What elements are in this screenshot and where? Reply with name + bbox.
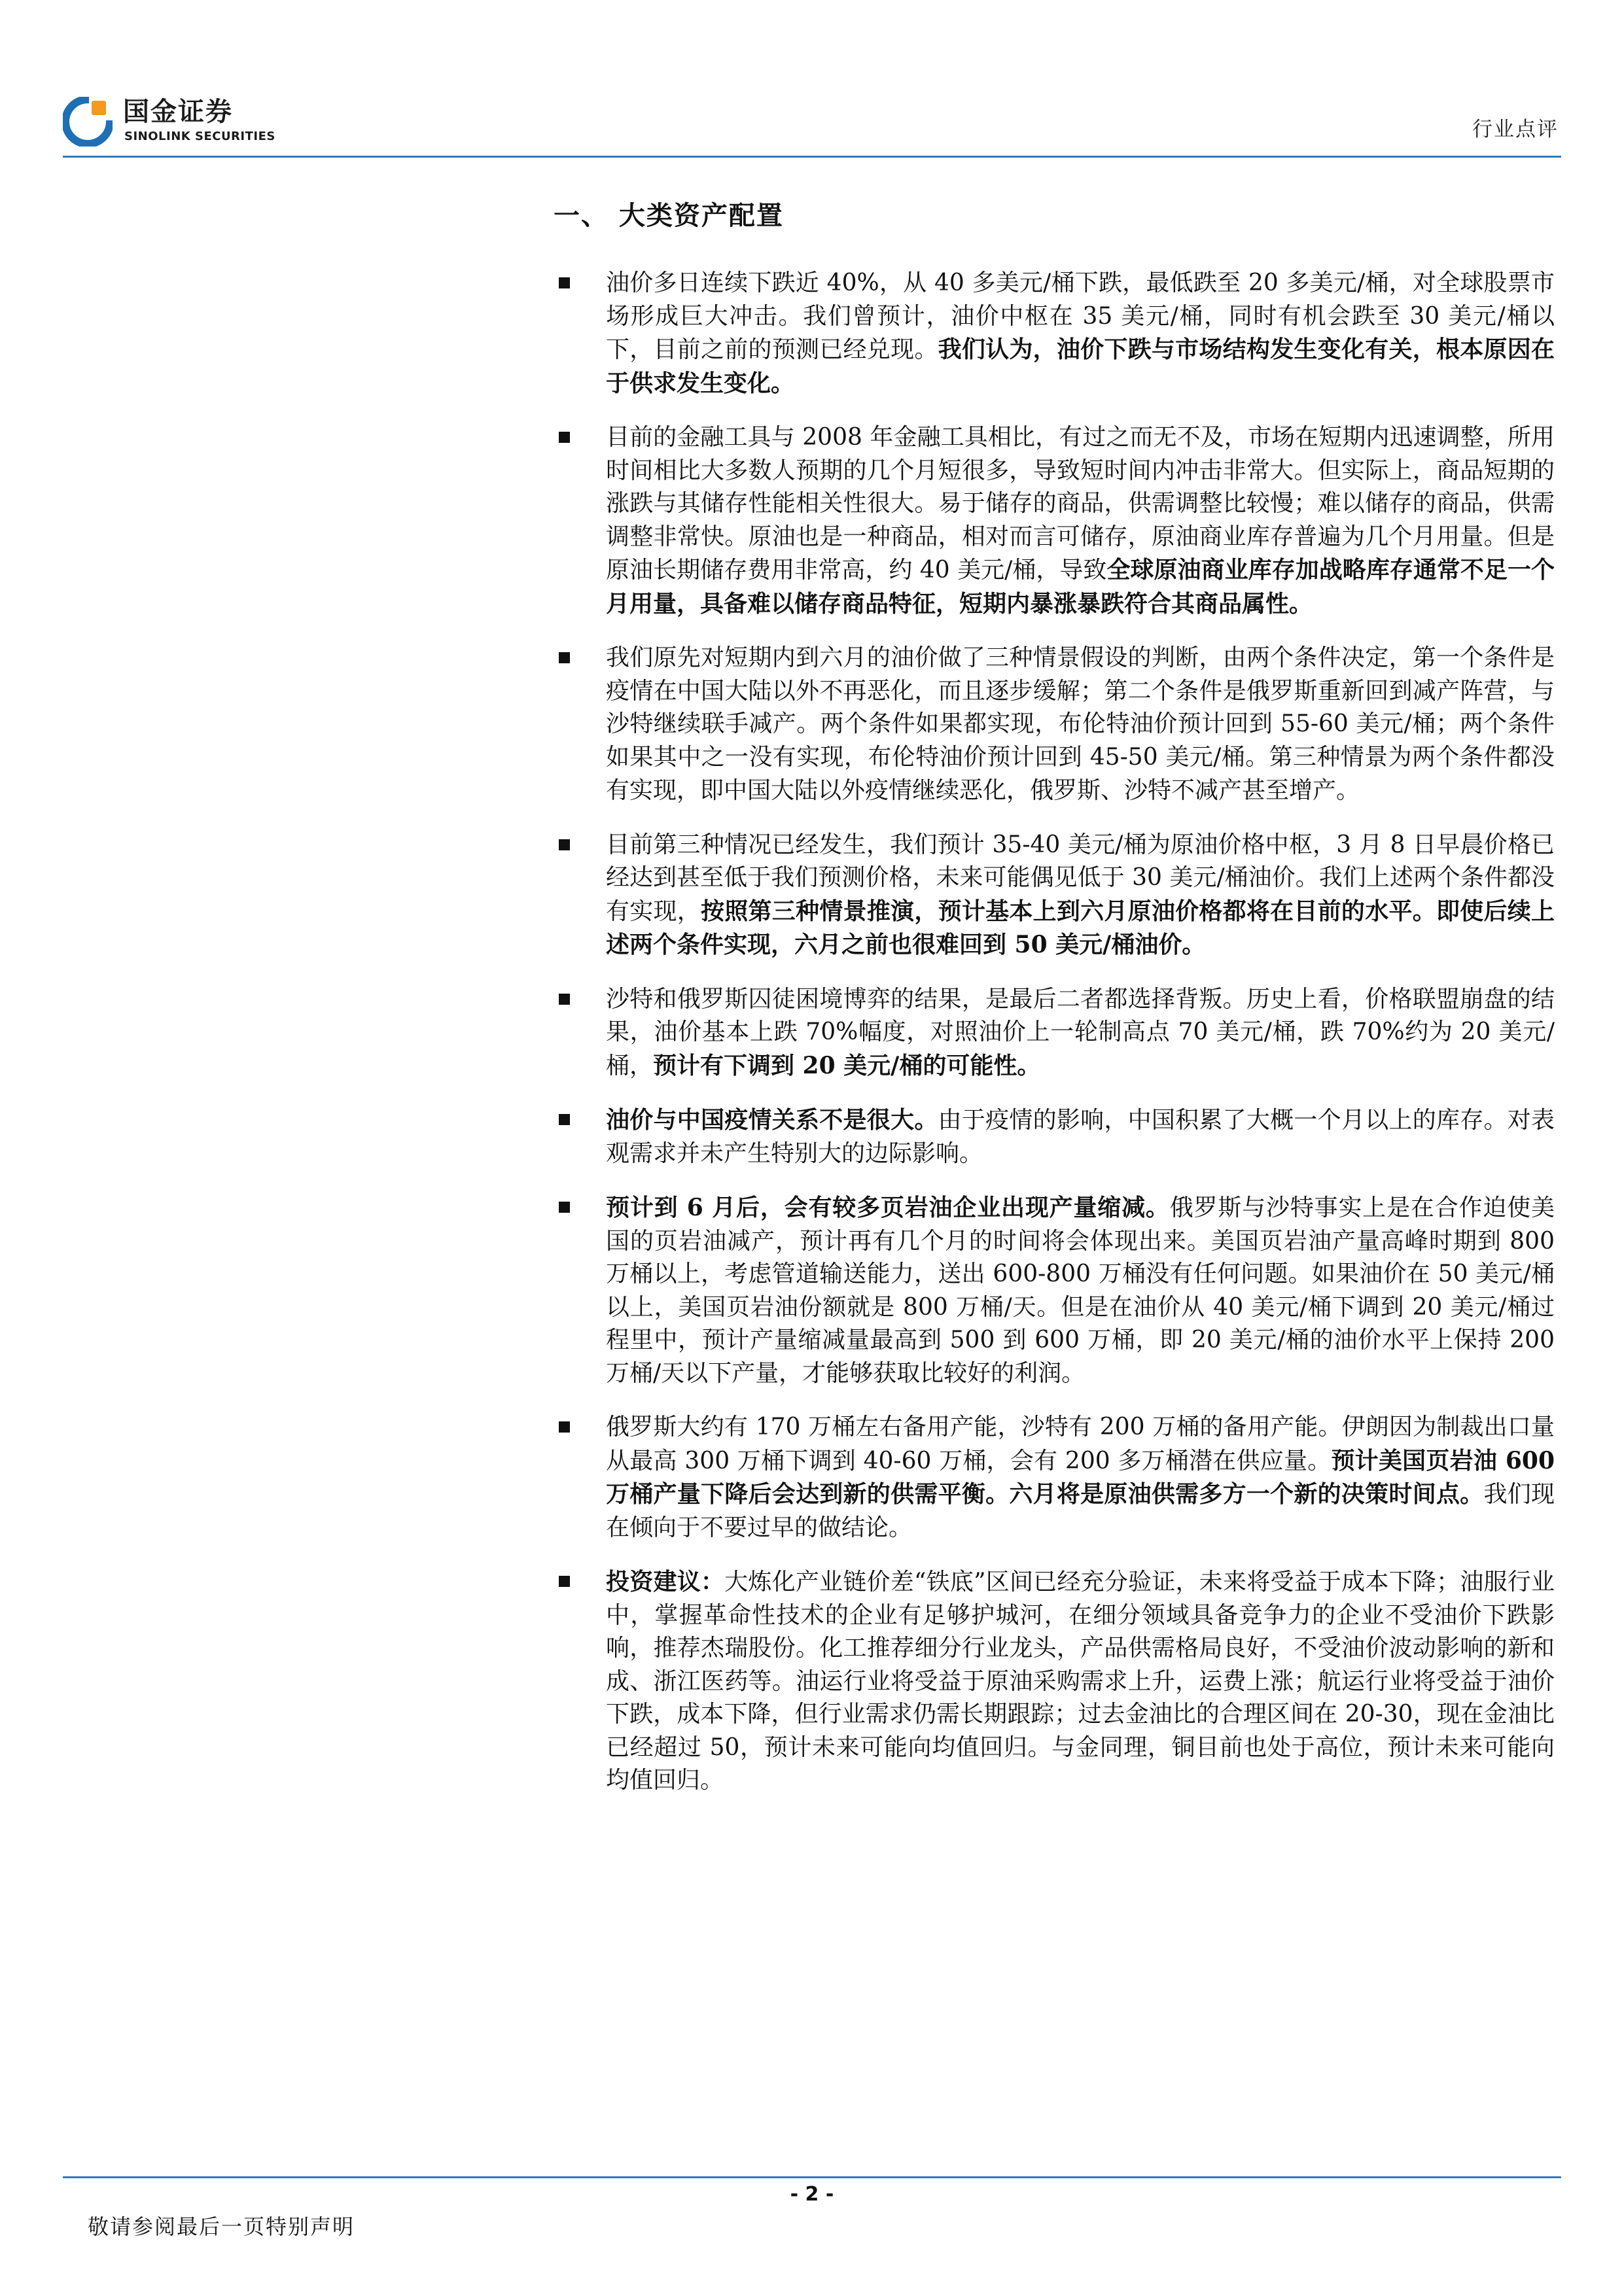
bullet-item-5: 沙特和俄罗斯囚徒困境博弈的结果，是最后二者都选择背叛。历史上看，价格联盟崩盘的结果，油价基本上跌 70%幅度，对照油价上一轮制高点 70 美元/桶，跌 70%约为 20 美元/桶，预计有下调到 20 美元/桶的可能性。 [554,983,1555,1083]
header-rule [63,156,1561,158]
report-body [554,267,1555,1818]
bullet-item-8: 俄罗斯大约有 170 万桶左右备用产能，沙特有 200 万桶的备用产能。伊朗因为制裁出口量从最高 300 万桶下调到 40-60 万桶，会有 200 多万桶潜在供应量。预计美国页岩油 600 万桶产量下降后会达到新的供需平衡。六月将是原油供需多方一个新的决策时间点。我们现在倾向于不要过早的做结论。 [554,1411,1555,1544]
disclaimer-note: 敬请参阅最后一页特别声明 [88,2214,355,2239]
bullet-item-2: 目前的金融工具与 2008 年金融工具相比，有过之而无不及，市场在短期内迅速调整，所用时间相比大多数人预期的几个月短很多，导致短时间内冲击非常大。但实际上，商品短期的涨跌与其储存性能相关性很大。易于储存的商品，供需调整比较慢；难以储存的商品，供需调整非常快。原油也是一种商品，相对而言可储存，原油商业库存普遍为几个月用量。但是原油长期储存费用非常高，约 40 美元/桶，导致全球原油商业库存加战略库存通常不足一个月用量，具备难以储存商品特征，短期内暴涨暴跌符合其商品属性。 [554,421,1555,621]
bullet-item-1: 油价多日连续下跌近 40%，从 40 多美元/桶下跌，最低跌至 20 多美元/桶，对全球股票市场形成巨大冲击。我们曾预计，油价中枢在 35 美元/桶，同时有机会跌至 30 美元/桶以下，目前之前的预测已经兑现。我们认为，油价下跌与市场结构发生变化有关，根本原因在于供求发生变化。 [554,267,1555,400]
bullet-item-3: 我们原先对短期内到六月的油价做了三种情景假设的判断，由两个条件决定，第一个条件是疫情在中国大陆以外不再恶化，而且逐步缓解；第二个条件是俄罗斯重新回到减产阵营，与沙特继续联手减产。两个条件如果都实现，布伦特油价预计回到 55-60 美元/桶；两个条件如果其中之一没有实现，布伦特油价预计回到 45-50 美元/桶。第三种情景为两个条件都没有实现，即中国大陆以外疫情继续恶化，俄罗斯、沙特不减产甚至增产。 [554,642,1555,808]
logo-chinese-name: 国金证券 [123,97,233,127]
bullet-item-4: 目前第三种情况已经发生，我们预计 35-40 美元/桶为原油价格中枢，3 月 8 日早晨价格已经达到甚至低于我们预测价格，未来可能偶见低于 30 美元/桶油价。我们上述两个条件都没有实现，按照第三种情景推演，预计基本上到六月原油价格都将在目前的水平。即使后续上述两个条件实现，六月之前也很难回到 50 美元/桶油价。 [554,829,1555,962]
bullet-item-9: 投资建议：大炼化产业链价差“铁底”区间已经充分验证，未来将受益于成本下降；油服行业中，掌握革命性技术的企业有足够护城河，在细分领域具备竞争力的企业不受油价下跌影响，推荐杰瑞股份。化工推荐细分行业龙头，产品供需格局良好，不受油价波动影响的新和成、浙江医药等。油运行业将受益于原油采购需求上升，运费上涨；航运行业将受益于油价下跌，成本下降，但行业需求仍需长期跟踪；过去金油比的合理区间在 20-30，现在金油比已经超过 50，预计未来可能向均值回归。与金同理，铜目前也处于高位，预计未来可能向均值回归。 [554,1565,1555,1798]
sinolink-logo-icon [63,97,113,147]
report-type-label: 行业点评 [1472,118,1559,141]
section-title: 一、 大类资产配置 [554,200,784,231]
bullet-item-6: 油价与中国疫情关系不是很大。由于疫情的影响，中国积累了大概一个月以上的库存。对表观需求并未产生特别大的边际影响。 [554,1104,1555,1170]
bullet-item-7: 预计到 6 月后，会有较多页岩油企业出现产量缩减。俄罗斯与沙特事实上是在合作迫使美国的页岩油减产，预计再有几个月的时间将会体现出来。美国页岩油产量高峰时期到 800 万桶以上，考虑管道输送能力，送出 600-800 万桶没有任何问题。如果油价在 50 美元/桶以上，美国页岩油份额就是 800 万桶/天。但是在油价从 40 美元/桶下调到 20 美元/桶过程里中，预计产量缩减量最高到 500 到 600 万桶，即 20 美元/桶的油价水平上保持 200 万桶/天以下产量，才能够获取比较好的利润。 [554,1191,1555,1390]
footer-rule [63,2176,1561,2178]
company-logo [63,97,298,147]
logo-english-name: SINOLINK SECURITIES [124,130,275,143]
page-number: - 2 - [790,2183,834,2206]
